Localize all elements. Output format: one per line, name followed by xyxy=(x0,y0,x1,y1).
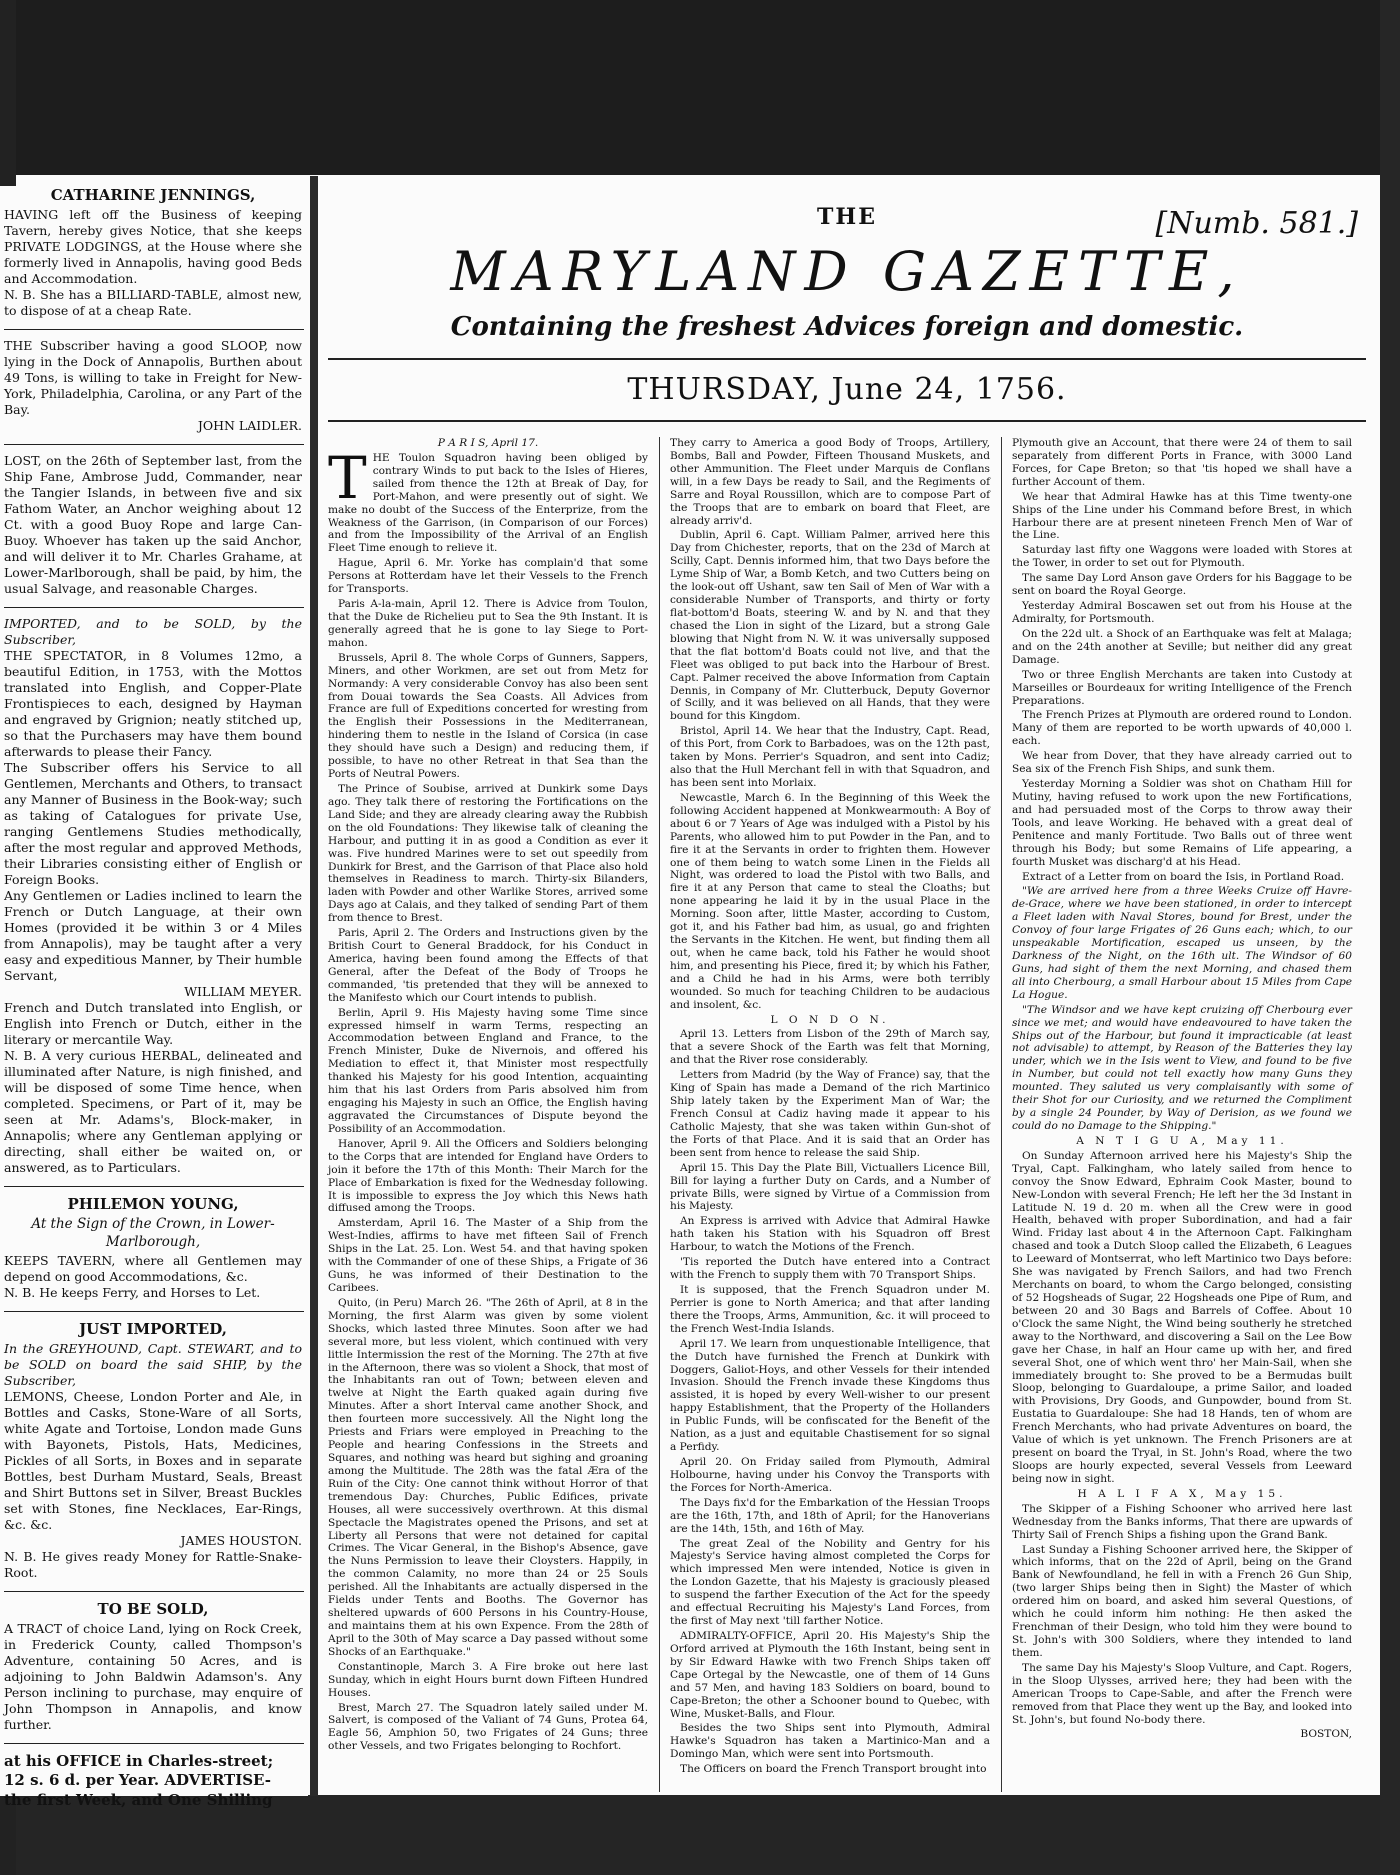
article-paragraph: "We are arrived here from a three Weeks Cruize off Havre-de-Grace, where we have been stationed, in order to intercept a Fleet laden with Naval Stores, bound for Brest, under the Convoy of four large Frigates of 26 Guns each; which, to our unspeakable Mortification, escaped us unseen, by the Darkness of the Night, on the 16th ult. The Windsor of 60 Guns, had sight of them the next Morning, and chased them all into Cherbourg, a small Harbour about 15 Miles from Cape La Hogue. xyxy=(1012,885,1352,1001)
article-paragraph: Newcastle, March 6. In the Beginning of this Week the following Accident happened at Monkwearmouth: A Boy of about 6 or 7 Years of Age was indulged with a Pistol by his Parents, who allowed him to put Powder in the Pan, and to fire it at the Servants in order to frighten them. However one of them being to watch some Linen in the Fields all Night, was ordered to load the Pistol with two Balls, and fire it at any Person that came to steal the Cloaths; but none appearing he laid it by in the usual Place in the Morning. Soon after, little Master, according to Custom, got it, and his Father bad him, as usual, go and frighten the Servants in the Kitchen. He went, but finding them all out, when he came back, told his Father he would shoot him, and presenting his Piece, fired it; by which his Father, and a Child he had in his Arms, were both terribly wounded. So much for teaching Children to be audacious and insolent, &c. xyxy=(670,791,990,1011)
ad-heading: CATHARINE JENNINGS, xyxy=(50,186,256,204)
article-paragraph: Besides the two Ships sent into Plymouth, Admiral Hawke's Squadron has taken a Martinico-Man and a Domingo Man, which were sent into Portsmouth. xyxy=(670,1722,990,1761)
article-paragraph: 'Tis reported the Dutch have entered into a Contract with the French to supply them with 70 Transport Ships. xyxy=(670,1256,990,1282)
issue-number: [Numb. 581.] xyxy=(1155,206,1358,241)
news-columns xyxy=(328,437,1368,1792)
article-paragraph: Two or three English Merchants are taken into Custody at Marseilles or Bourdeaux for writing Intelligence of the French Preparations. xyxy=(1012,668,1352,707)
section-heading-halifax: H A L I F A X, May 15. xyxy=(1077,1487,1287,1500)
catchword: BOSTON, xyxy=(1300,1728,1352,1741)
article-paragraph: Brussels, April 8. The whole Corps of Gunners, Sappers, Miners, and other Workmen, are set out from Metz for Normandy: A very considerable Convoy has also been sent from Douai towards the Sea Coasts. All Advices from France are full of Expeditions concerted for wresting from the English their Possessions in the Mediterranean, hindering them to nestle in the Island of Corsica (in case they should have such a Design) and reducing them, if possible, to have no other Retreat in that Sea than the Ports of Neutral Powers. xyxy=(328,651,648,781)
ad-location: At the Sign of the Crown, in Lower-Marlborough, xyxy=(31,1216,275,1250)
ad-divider xyxy=(4,1591,304,1592)
article-paragraph: Plymouth give an Account, that there were 24 of them to sail separately from different Ports in France, with 3000 Land Forces, for Cape Breton; so that 'tis hoped we shall have a further Account of them. xyxy=(1012,437,1352,488)
ad-note: N. B. He keeps Ferry, and Horses to Let. xyxy=(4,1284,261,1300)
article-paragraph: Hanover, April 9. All the Officers and Soldiers belonging to the Corps that are intended for England have Orders to join it before the 17th of this Month: Their March for the Place of Embarkation is fixed for the Wednesday following. It is impossible to express the Joy which this News hath diffused among the Troops. xyxy=(328,1137,648,1215)
article-paragraph: On Sunday Afternoon arrived here his Majesty's Ship the Tryal, Capt. Falkingham, who lately sailed from hence to convoy the Snow Edward, Ephraim Cook Master, bound to New-London with several French; He left her the 3d Instant in Latitude N. 19 d. 20 m. when all the Crew were in good Health, behaved with proper Subordination, and had a fair Wind. Friday last about 4 in the Afternoon Capt. Falkingham chased and took a Dutch Sloop called the Elizabeth, 6 Leagues to Leeward of Montserrat, who left Martinico two Days before: She was navigated by French Sailors, and had two French Merchants on board, to whom the Cargo belonged, consisting of 52 Hogsheads of Sugar, 22 Hogsheads one Pipe of Rum, and between 20 and 30 Bags and Barrels of Coffee. About 10 o'Clock the same Night, the Wind being southerly he stretched away to the Northward, and discovering a Sail on the Lee Bow gave her Chase, in half an Hour came up with her, and fired several Shot, one of which went thro' her Main-Sail, when she immediately brought to: She proved to be a Bermudas built Sloop, belonging to Guardaloupe, a prime Sailor, and loaded with Provisions, Dry Goods, and Gunpowder, bound from St. Eustatia to Guardaloupe: She had 18 Hands, ten of whom are French Merchants, who had private Adventures on board, the Value of which is yet unknown. The French Prisoners are at present on board the Tryal, in St. John's Road, where the two Sloops are hourly expected, several Vessels from Leeward being now in sight. xyxy=(1012,1149,1352,1485)
article-paragraph: The Officers on board the French Transport brought into xyxy=(680,1763,987,1776)
article-paragraph: April 15. This Day the Plate Bill, Victuallers Licence Bill, Bill for laying a further Duty on Cards, and a Number of private Bills, were signed by Virtue of a Commission from his Majesty. xyxy=(670,1161,990,1213)
ad-text: HAVING left off the Business of keeping Tavern, hereby gives Notice, that she keeps PRIVATE LODGINGS, at the House where she formerly lived in Annapolis, having good Beds and Accommodation. xyxy=(4,207,302,287)
article-paragraph: Hague, April 6. Mr. Yorke has complain'd that some Persons at Rotterdam have let their Vessels to the French for Transports. xyxy=(328,557,648,596)
ad-text: THE SPECTATOR, in 8 Volumes 12mo, a beautiful Edition, in 1753, with the Mottos translated into English, and Copper-Plate Frontispieces to each, designed by Hayman and engraved by Grignion; neatly stitched up, so that the Purchasers may have them bound afterwards to please their Fancy. xyxy=(4,648,302,760)
ad-spectator xyxy=(0,616,308,1176)
article-paragraph: We hear that Admiral Hawke has at this Time twenty-one Ships of the Line under his Command before Brest, in which Harbour there are at present nineteen French Men of War of the Line. xyxy=(1012,490,1352,542)
article-paragraph: An Express is arrived with Advice that Admiral Hawke hath taken his Station with his Squadron off Brest Harbour, to watch the Motions of the French. xyxy=(670,1215,990,1254)
article-paragraph: The Skipper of a Fishing Schooner who arrived here last Wednesday from the Banks informs, That there are upwards of Thirty Sail of French Ships a fishing upon the Grand Bank. xyxy=(1012,1502,1352,1541)
drop-cap: T xyxy=(328,443,367,512)
column-gutter xyxy=(310,176,318,1796)
imprint-line: the first Week, and One Shilling xyxy=(4,1790,273,1809)
column-rule xyxy=(1001,437,1002,1792)
ad-note: N. B. A very curious HERBAL, delineated and illuminated after Nature, is nigh finished, and will be disposed of some Time hence, when completed. Specimens, or Part of it, may be seen at Mr. Adams's, Block-maker, in Annapolis; where any Gentleman applying or directing, shall either be waited on, or answered, as to Particulars. xyxy=(4,1048,302,1176)
article-paragraph: April 20. On Friday sailed from Plymouth, Admiral Holbourne, having under his Convoy the Transports with the Forces for North-America. xyxy=(670,1455,990,1494)
scan-background-top xyxy=(0,0,1400,175)
article-paragraph: Letters from Madrid (by the Way of France) say, that the King of Spain has made a Demand of the rich Martinico Ship lately taken by the Experiment Man of War; the French Consul at Cadiz having made it appear to his Catholic Majesty, that she was taken within Gun-shot of the Forts of that Place. And it is said that an Order has been sent from hence to release the said Ship. xyxy=(670,1069,990,1159)
article-paragraph: The Prince of Soubise, arrived at Dunkirk some Days ago. They talk there of restoring the Fortifications on the Land Side; and they are already clearing away the Rubbish on the old Foundations: They likewise talk of cleaning the Harbour, and putting it in as good a Condition as ever it was. Five hundred Marines were to set out speedily from Dunkirk for Brest, and the Garrison of that Place also hold themselves in Readiness to march. Thirty-six Bilanders, laden with Powder and other Warlike Stores, arrived some Days ago at Calais, and they talked of sending Part of them from thence to Brest. xyxy=(328,782,648,925)
ad-philemon-young xyxy=(0,1195,308,1301)
article-paragraph: The Days fix'd for the Embarkation of the Hessian Troops are the 16th, 17th, and 18th of April; for the Hanoverians are the 14th, 15th, and 16th of May. xyxy=(670,1496,990,1535)
masthead-the: THE xyxy=(817,204,877,230)
imprint-line: 12 s. 6 d. per Year. ADVERTISE- xyxy=(4,1771,271,1790)
article-paragraph: April 17. We learn from unquestionable Intelligence, that the Dutch have furnished the French at Dunkirk with Doggers, Galiot-Hoys, and other Vessels for their intended Invasion. Should the French invade these Kingdoms thus assisted, it is hoped by every Well-wisher to our present happy Establishment, that the Property of the Hollanders in Public Funds, will be confiscated for the Benefit of the Nation, as a just and equitable Chastisement for so signal a Perfidy. xyxy=(670,1337,990,1454)
ad-divider xyxy=(4,444,304,445)
article-paragraph: ADMIRALTY-OFFICE, April 20. His Majesty's Ship the Orford arrived at Plymouth the 16th Instant, being sent in by Sir Edward Hawke with two French Ships taken off Cape Ortegal by the Newcastle, one of them of 14 Guns and 57 Men, and having 183 Soldiers on board, bound to Cape-Breton; the other a Schooner bound to Quebec, with Wine, Musket-Balls, and Flour. xyxy=(670,1629,990,1720)
article-paragraph: Yesterday Admiral Boscawen set out from his House at the Admiralty, for Portsmouth. xyxy=(1012,600,1352,625)
ad-intro: In the GREYHOUND, Capt. STEWART, and to be SOLD on board the said SHIP, by the Subscriber, xyxy=(4,1341,302,1389)
ad-text: LOST, on the 26th of September last, from the Ship Fane, Ambrose Judd, Commander, near the Tangier Islands, in between five and six Fathom Water, an Anchor weighing about 12 Ct. with a good Buoy Rope and large Can-Buoy. Whoever has taken up the said Anchor, and will deliver it to Mr. Charles Grahame, at Lower-Marlborough, shall be paid, by him, the usual Salvage, and reasonable Charges. xyxy=(4,453,302,597)
ad-heading: PHILEMON YOUNG, xyxy=(67,1195,239,1214)
ad-signature: JOHN LAIDLER. xyxy=(197,418,302,434)
article-paragraph: Extract of a Letter from on board the Isis, in Portland Road. xyxy=(1022,870,1345,883)
ad-just-imported xyxy=(0,1320,308,1581)
news-column-2 xyxy=(670,437,990,1792)
ad-text: Any Gentlemen or Ladies inclined to learn the French or Dutch Language, at their own Homes (provided it be within 3 or 4 Miles from Annapolis), may be taught after a very easy and expeditious Manner, by Their humble Servant, xyxy=(4,888,302,984)
article-paragraph: It is supposed, that the French Squadron under M. Perrier is gone to North America; and that after landing there the Troops, Arms, Ammunition, &c. it will proceed to the French West-India Islands. xyxy=(670,1284,990,1335)
article-paragraph: Amsterdam, April 16. The Master of a Ship from the West-Indies, affirms to have met fifteen Sail of French Ships in the Lat. 25. Lon. West 54. and that having spoken with the Commander of one of these Ships, a Frigate of 36 Guns, he was informed of their Destination to the Caribees. xyxy=(328,1217,648,1294)
column-rule xyxy=(659,437,660,1792)
article-paragraph: On the 22d ult. a Shock of an Earthquake was felt at Malaga; and on the 24th another at Seville; but neither did any great Damage. xyxy=(1012,627,1352,666)
article-paragraph: The great Zeal of the Nobility and Gentry for his Majesty's Service having almost completed the Corps for which impressed Men were intended, Notice is given in the London Gazette, that his Majesty is graciously pleased to suspend the farther Execution of the Act for the speedy and effectual Recruiting his Majesty's Land Forces, from the first of May next 'till farther Notice. xyxy=(670,1537,990,1628)
ad-intro: IMPORTED, and to be SOLD, by the Subscriber, xyxy=(4,616,302,648)
article-paragraph: Constantinople, March 3. A Fire broke out here last Sunday, which in eight Hours burnt down Fifteen Hundred Houses. xyxy=(328,1660,648,1699)
article-paragraph: The French Prizes at Plymouth are ordered round to London. Many of them are reported to be worth upwards of 40,000 l. each. xyxy=(1012,709,1352,748)
ad-text: THE Subscriber having a good SLOOP, now lying in the Dock of Annapolis, Burthen about 49 Tons, is willing to take in Freight for New-York, Philadelphia, Carolina, or any Part of the Bay. xyxy=(4,338,302,418)
ad-divider xyxy=(4,1311,304,1312)
ad-signature: WILLIAM MEYER. xyxy=(184,984,302,1000)
issue-date: THURSDAY, June 24, 1756. xyxy=(627,372,1067,407)
ad-divider xyxy=(4,329,304,330)
ad-catharine-jennings xyxy=(0,186,308,319)
news-column-3 xyxy=(1012,437,1352,1792)
masthead-rule xyxy=(328,358,1366,360)
ad-text: KEEPS TAVERN, where all Gentlemen may depend on good Accommodations, &c. xyxy=(4,1252,302,1284)
article-paragraph: Last Sunday a Fishing Schooner arrived here, the Skipper of which informs, that on the 22d of April, being on the Grand Bank of Newfoundland, he fell in with a French 26 Gun Ship, (two larger Ships being then in Sight) the Master of which ordered him on board, and asked him several Questions, of which he could inform him nothing: He then asked the Frenchman of their Design, who told him they were bound to St. John's with 300 Soldiers, where they intended to land them. xyxy=(1012,1543,1352,1659)
imprint-footer xyxy=(0,1752,308,1810)
ad-signature: JAMES HOUSTON. xyxy=(180,1533,302,1549)
article-paragraph: Dublin, April 6. Capt. William Palmer, arrived here this Day from Chichester, reports, that on the 23d of March at Scilly, Capt. Dennis informed him, that two Days before the Lyme Ship of War, a Bomb Ketch, and two Cutters being on the look-out off Ushant, saw ten Sail of Men of War with a considerable Number of Transports, and thirty or forty flat-bottom'd Boats, steering W. and by N. and that they chased the Lion in sight of the Lizard, but a strong Gale blowing that Night from N. W. it was universally supposed that the flat bottom'd Boats could not live, and that the Fleet was obliged to put back into the Harbour of Brest. Capt. Palmer received the above Information from Captain Dennis, in Company of Mr. Clutterbuck, Deputy Governor of Scilly, and it was believed on all Hands, that they were bound for this Kingdom. xyxy=(670,529,990,723)
article-text: HE Toulon Squadron having been obliged by contrary Winds to put back to the Isles of Hieres, sailed from thence the 12th at Break of Day, for Port-Mahon, and were presently out of sight. We make no doubt of the Success of the Enterprize, from the Weakness of the Garrison, (in Comparison of our Forces) and from the Impossibility of the Arrival of an English Fleet Time enough to relieve it. xyxy=(328,451,648,555)
ad-sloop xyxy=(0,338,308,434)
article-paragraph: Berlin, April 9. His Majesty having some Time since expressed himself in warm Terms, respecting an Accommodation between England and France, to the French Minister, Duke de Nivernois, and offered his Mediation to effect it, that Minister most respectfully thanked his Majesty for his good Intention, acquainting him that his last Orders from Paris absolved him from engaging his Majesty in such an Office, the English having aggravated the Circumstances of Dispute beyond the Possibility of an Accommodation. xyxy=(328,1006,648,1135)
ad-heading: JUST IMPORTED, xyxy=(79,1319,227,1338)
article-paragraph: They carry to America a good Body of Troops, Artillery, Bombs, Ball and Powder, Fifteen Thousand Muskets, and other Ammunition. The Fleet under Marquis de Conflans will, in a few Days be ready to Sail, and the Regiments of Sarre and Royal Roussillon, which are to compose Part of the Troops that are to embark on board that Fleet, are already arriv'd. xyxy=(670,437,990,527)
section-heading-antigua: A N T I G U A, May 11. xyxy=(1076,1134,1288,1147)
ad-note: N. B. He gives ready Money for Rattle-Snake-Root. xyxy=(4,1549,302,1581)
section-heading-london: L O N D O N. xyxy=(770,1013,890,1026)
ad-divider xyxy=(4,1186,304,1187)
article-paragraph: Paris, April 2. The Orders and Instructions given by the British Court to General Braddock, for his Conduct in America, having been found among the Effects of that General, after the Defeat of the Body of Troops he commanded, 'tis pretended that they will be annexed to the Manifesto which our Court intends to publish. xyxy=(328,927,648,1004)
article-paragraph: Bristol, April 14. We hear that the Industry, Capt. Read, of this Port, from Cork to Barbadoes, was on the 12th past, taken by Mons. Perrier's Squadron, and sent into Cadiz; also that the Hull Merchant fell in with that Squadron, and has been sent into Morlaix. xyxy=(670,725,990,789)
article-paragraph: Saturday last fifty one Waggons were loaded with Stores at the Tower, in order to set out for Plymouth. xyxy=(1012,544,1352,570)
article-paragraph: We hear from Dover, that they have already carried out to Sea six of the French Fish Ships, and sunk them. xyxy=(1012,750,1352,776)
article-paragraph: Paris A-la-main, April 12. There is Advice from Toulon, that the Duke de Richelieu put to Sea the 9th Instant. It is generally agreed that he is gone to lay Siege to Port-mahon. xyxy=(328,598,648,649)
article-paragraph: "The Windsor and we have kept cruizing off Cherbourg ever since we met; and would have endeavoured to have taken the Ships out of the Harbour, but found it impracticable (at least not advisable) to attempt, by Reason of the Batteries they lay under, which we in the Isis went to View, and found to be five in Number, but could not tell exactly how many Guns they mounted. They saluted us very complaisantly with some of their Shot for our Curiosity, and we returned the Compliment by a single 24 Pounder, by Way of Derision, as we found we could do no Damage to the Shipping." xyxy=(1012,1003,1352,1133)
ad-text: A TRACT of choice Land, lying on Rock Creek, in Frederick County, called Thompson's Adventure, containing 50 Acres, and is adjoining to John Baldwin Adamson's. Any Person inclining to purchase, may enquire of John Thompson in Annapolis, and know further. xyxy=(4,1621,302,1733)
ad-divider xyxy=(4,607,304,608)
ad-text: LEMONS, Cheese, London Porter and Ale, in Bottles and Casks, Stone-Ware of all Sorts, white Agate and Tortoise, London made Guns with Bayonets, Pistols, Hats, Medicines, Pickles of all Sorts, in Boxes and in separate Bottles, best Durham Mustard, Seals, Breast and Shirt Buttons set in Silver, Breast Buckles set with Stones, fine Necklaces, Ear-Rings, &c. &c. xyxy=(4,1389,302,1533)
article-paragraph: The same Day Lord Anson gave Orders for his Baggage to be sent on board the Royal George. xyxy=(1012,572,1352,598)
ad-lost-anchor xyxy=(0,453,308,597)
front-page xyxy=(322,192,1372,1792)
dateline-paris: P A R I S, April 17. xyxy=(437,437,539,449)
imprint-line: at his OFFICE in Charles-street; xyxy=(4,1752,274,1771)
ad-text: French and Dutch translated into English, or English into French or Dutch, either in the literary or mercantile Way. xyxy=(4,1000,302,1048)
newspaper-subtitle: Containing the freshest Advices foreign and domestic. xyxy=(450,312,1244,342)
ad-divider xyxy=(4,1743,304,1744)
scan-background-right xyxy=(1380,0,1400,1875)
ad-text: The Subscriber offers his Service to all Gentlemen, Merchants and Others, to transact any Manner of Business in the Book-way; such as taking of Catalogues for private Use, ranging Gentlemens Studies methodically, after the most regular and approved Methods, their Libraries consisting either of English or Foreign Books. xyxy=(4,760,302,888)
article-paragraph: Quito, (in Peru) March 26. "The 26th of April, at 8 in the Morning, the first Alarm was given by some violent Shocks, which lasted three Minutes. Soon after we had several more, but less violent, which continued with very little Intermission the rest of the Morning. The 27th at five in the Afternoon, there was so violent a Shock, that most of the Inhabitants ran out of Town; between eleven and twelve at Night the Earth quaked again during five Minutes. After a short Interval came another Shock, and then fourteen more successively. All the Night long the Priests and Friars were employed in Preaching to the People and hearing Confessions in the Streets and Squares, and nothing was heard but sighing and groaning among the Multitude. The 28th was the fatal Æra of the Ruin of the City: One cannot think without Horror of that tremendous Day: Churches, Public Edifices, private Houses, all were successively overthrown. At this dismal Spectacle the Magistrates opened the Prisons, and set at Liberty all Persons that were not detained for capital Crimes. The Vicar General, in the Bishop's Absence, gave the Nuns Permission to leave their Cloysters. Happily, in the common Calamity, no more than 24 or 25 Souls perished. All the Inhabitants are actually dispersed in the Fields under Tents and Booths. The Governor has sheltered upwards of 600 Persons in his Country-House, and maintains them at his own Expence. From the 28th of April to the 30th of May scarce a Day passed without some Shocks of an Earthquake." xyxy=(328,1296,648,1658)
ad-heading: TO BE SOLD, xyxy=(97,1600,209,1619)
ad-note: N. B. She has a BILLIARD-TABLE, almost new, to dispose of at a cheap Rate. xyxy=(4,287,302,319)
ad-land-sale xyxy=(0,1600,308,1733)
article-paragraph: Brest, March 27. The Squadron lately sailed under M. Salvert, is composed of the Valiant of 74 Guns, Protea 64, Eagle 56, Amphion 50, two Frigates of 24 Guns; three other Vessels, and two Frigates belonging to Rochfort. xyxy=(328,1701,648,1753)
newspaper-title: MARYLAND GAZETTE, xyxy=(450,240,1244,303)
article-paragraph: The same Day his Majesty's Sloop Vulture, and Capt. Rogers, in the Sloop Ulysses, arrived here; they had been with the American Troops to Cape-Sable, and after the French were removed from that Place they went up the Bay, and looked into St. John's, but found No-body there. xyxy=(1012,1661,1352,1726)
left-partial-column xyxy=(0,186,308,1809)
date-rule xyxy=(328,420,1366,422)
article-paragraph: April 13. Letters from Lisbon of the 29th of March say, that a severe Shock of the Earth was felt that Morning, and that the River rose considerably. xyxy=(670,1028,990,1067)
news-column-1 xyxy=(328,437,648,1792)
article-paragraph: Yesterday Morning a Soldier was shot on Chatham Hill for Mutiny, having refused to work upon the new Fortifications, and had persuaded most of the Corps to throw away their Tools, and leave Working. He behaved with a great deal of Penitence and manly Fortitude. Two Balls out of three went through his Body; but some Remains of Life appearing, a fourth Musket was discharg'd at his Head. xyxy=(1012,778,1352,868)
